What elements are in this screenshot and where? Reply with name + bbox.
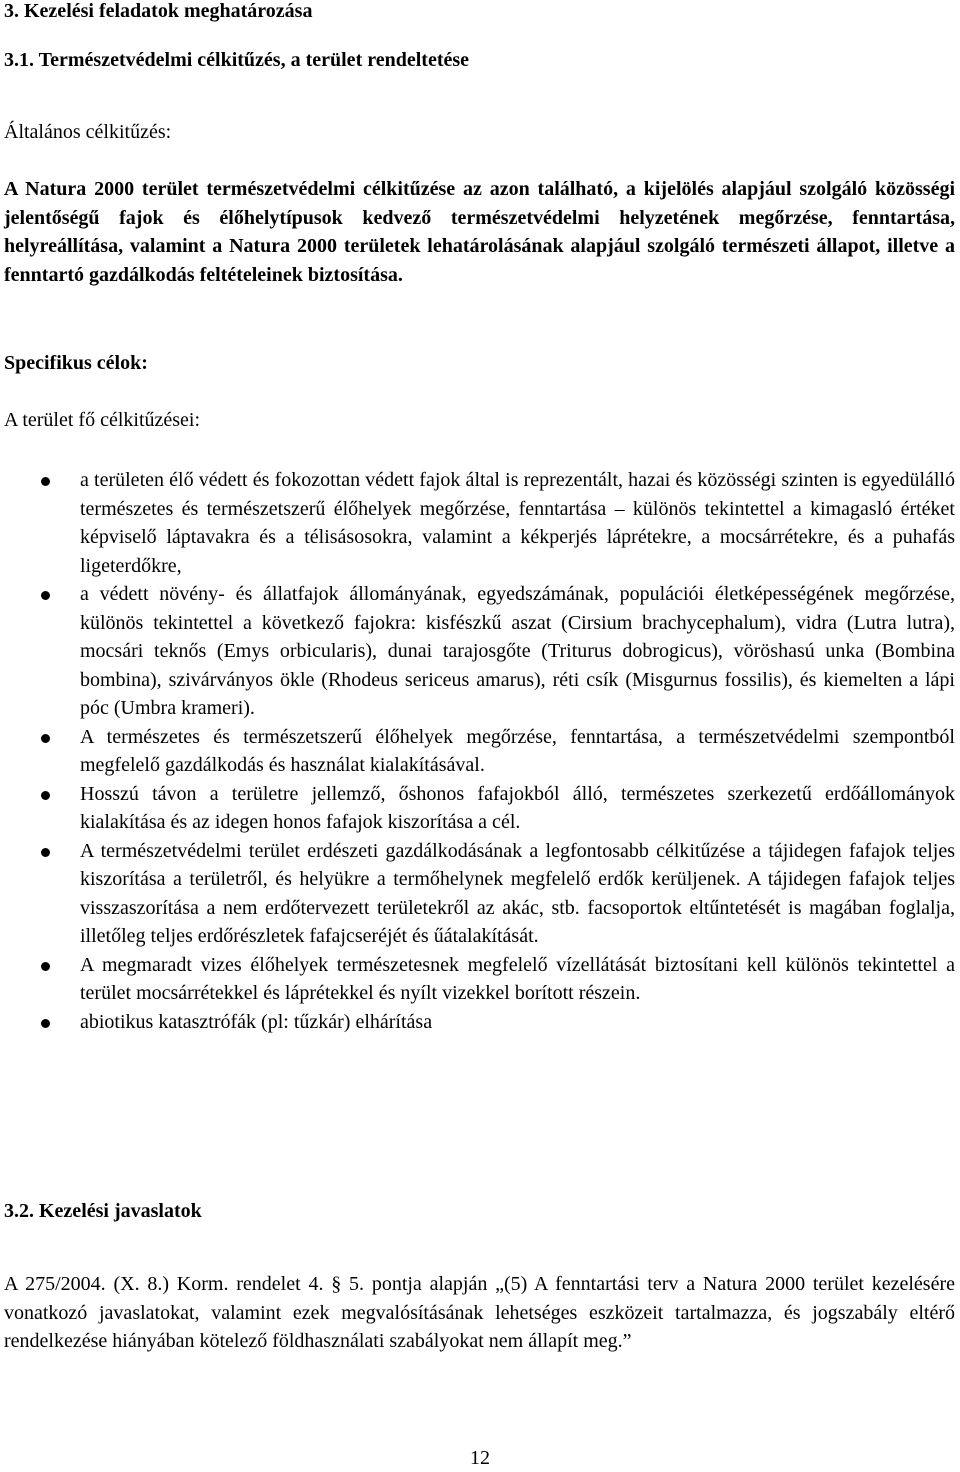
specific-goals-intro: A terület fő célkitűzései: xyxy=(4,409,201,431)
list-item: abiotikus katasztrófák (pl: tűzkár) elhárítása xyxy=(0,1008,955,1037)
list-item: A természetvédelmi terület erdészeti gazdálkodásának a legfontosabb célkitűzése a tájidegen fafajok teljes kiszorítása a területről, és helyükre a termőhelynek megfelelő erdők kerüljenek. A tájidegen fafajok teljes visszaszorítása a nem erdőtervezett területekről az akác, stb. facsoportok eltűntetését is magában foglalja, illetőleg teljes erdőrészletek fafajcseréjét és űátalakítását. xyxy=(0,837,955,951)
bullet-icon xyxy=(41,1019,50,1028)
general-goal-label: Általános célkitűzés: xyxy=(4,121,172,143)
bullet-icon xyxy=(41,848,50,857)
subsection-heading: 3.1. Természetvédelmi célkitűzés, a terület rendeltetése xyxy=(4,49,470,71)
list-item: a védett növény- és állatfajok állományának, egyedszámának, populációi életképességének megőrzése, különös tekintettel a következő fajokra: kisfészkű aszat (Cirsium brachycephalum), vidra (Lutra lutra), mocsári teknős (Emys orbicularis), dunai tarajosgőte (Triturus dobrogicus), vöröshasú unka (Bombina bombina), szivárványos ökle (Rhodeus sericeus amarus), réti csík (Misgurnus fossilis), és kiemelten a lápi póc (Umbra krameri). xyxy=(0,580,955,723)
section-heading: 3. Kezelési feladatok meghatározása xyxy=(4,0,313,22)
bullet-icon xyxy=(41,962,50,971)
goals-list xyxy=(0,466,955,1036)
proposals-text: A 275/2004. (X. 8.) Korm. rendelet 4. § 5. pontja alapján „(5) A fenntartási terv a Natura 2000 terület kezelésére vonatkozó javaslatokat, valamint ezek megvalósításának lehetséges eszközeit tartalmazza, és jogszabály eltérő rendelkezése hiányában kötelező földhasználati szabályokat nem állapít meg.” xyxy=(4,1273,955,1352)
general-goal-text: A Natura 2000 terület természetvédelmi célkitűzése az azon található, a kijelölés alapjául szolgáló közösségi jelentőségű fajok és élőhelytípusok kedvező természetvédelmi helyzetének megőrzése, fenntartása, helyreállítása, valamint a Natura 2000 területek lehatárolásának alapjául szolgáló természeti állapot, illetve a fenntartó gazdálkodás feltételeinek biztosítása. xyxy=(4,178,955,286)
list-item: a területen élő védett és fokozottan védett fajok által is reprezentált, hazai és közösségi szinten is egyedülálló természetes és természetszerű élőhelyek megőrzése, fenntartása – különös tekintettel a kimagasló értéket képviselő láptavakra és a télisásosokra, valamint a kékperjés láprétekre, a mocsárrétekre, és a puhafás ligeterdőkre, xyxy=(0,466,955,580)
list-item: A megmaradt vizes élőhelyek természetesnek megfelelő vízellátását biztosítani kell különös tekintettel a terület mocsárrétekkel és láprétekkel és nyílt vizekkel borított részein. xyxy=(0,951,955,1008)
bullet-icon xyxy=(41,734,50,743)
specific-goals-label: Specifikus célok: xyxy=(4,352,148,374)
bullet-icon xyxy=(41,477,50,486)
page-number: 12 xyxy=(470,1447,490,1469)
list-item: A természetes és természetszerű élőhelyek megőrzése, fenntartása, a természetvédelmi szempontból megfelelő gazdálkodás és használat kialakításával. xyxy=(0,723,955,780)
bullet-icon xyxy=(41,791,50,800)
list-item: Hosszú távon a területre jellemző, őshonos fafajokból álló, természetes szerkezetű erdőállományok kialakítása és az idegen honos fafajok kiszorítása a cél. xyxy=(0,780,955,837)
proposals-heading: 3.2. Kezelési javaslatok xyxy=(4,1200,202,1222)
bullet-icon xyxy=(41,591,50,600)
